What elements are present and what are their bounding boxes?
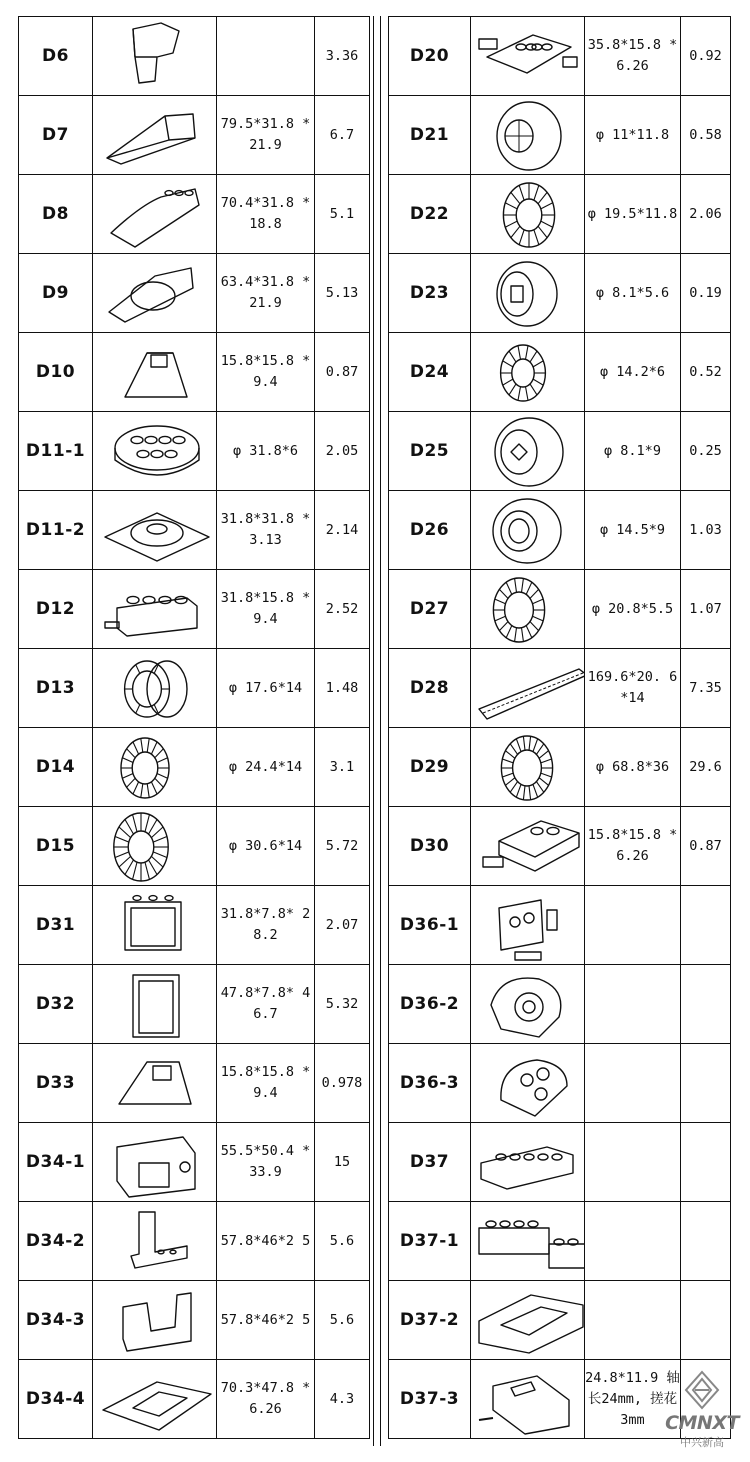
part-code: D21 [389,96,471,175]
part-code: D6 [19,17,93,96]
part-weight: 5.6 [315,1281,370,1360]
part-row [389,175,731,254]
watermark-brand: CMNXT [665,1412,739,1434]
part-code: D27 [389,570,471,649]
part-row [389,412,731,491]
part-code: D36-3 [389,1044,471,1123]
part-code: D37-3 [389,1360,471,1439]
hollow-slope-brick-icon [95,1044,215,1122]
part-row [19,1123,370,1202]
part-dimensions: φ 19.5*11.8 [585,175,681,254]
part-weight: 0.978 [315,1044,370,1123]
hollow-base-plate-icon [95,1360,215,1438]
part-illustration [471,1123,585,1202]
cockpit-canopy-icon [95,254,215,332]
part-weight: 4.3 [315,1360,370,1439]
part-weight: 5.72 [315,807,370,886]
motor-brick-icon [471,1123,585,1201]
part-code: D33 [19,1044,93,1123]
diamond-logo-icon [684,1370,720,1410]
part-dimensions: 79.5*31.8 *21.9 [217,96,315,175]
part-dimensions: 31.8*7.8* 28.2 [217,886,315,965]
part-weight [681,1202,731,1281]
motor-brick-housing-icon [471,1281,585,1359]
part-dimensions: 169.6*20. 6*14 [585,649,681,728]
part-code: D7 [19,96,93,175]
part-code: D37-1 [389,1202,471,1281]
part-row [389,333,731,412]
part-dimensions: 31.8*31.8 *3.13 [217,491,315,570]
part-row [389,649,731,728]
part-code: D34-1 [19,1123,93,1202]
part-dimensions: 15.8*15.8 *9.4 [217,333,315,412]
part-illustration [93,1123,217,1202]
part-dimensions: 31.8*15.8 *9.4 [217,570,315,649]
part-weight: 5.32 [315,965,370,1044]
part-weight: 1.03 [681,491,731,570]
part-illustration [471,17,585,96]
part-row [389,1202,731,1281]
part-illustration [471,1044,585,1123]
part-illustration [471,412,585,491]
part-code: D34-3 [19,1281,93,1360]
part-code: D37 [389,1123,471,1202]
part-illustration [93,175,217,254]
part-dimensions: 55.5*50.4 *33.9 [217,1123,315,1202]
part-row [389,491,731,570]
part-code: D36-1 [389,886,471,965]
part-code: D12 [19,570,93,649]
part-illustration [471,807,585,886]
part-weight: 0.25 [681,412,731,491]
part-code: D22 [389,175,471,254]
part-weight: 0.87 [315,333,370,412]
part-dimensions [585,1044,681,1123]
part-weight: 5.1 [315,175,370,254]
part-code: D13 [19,649,93,728]
part-code: D11-2 [19,491,93,570]
part-illustration [93,1281,217,1360]
part-weight: 3.1 [315,728,370,807]
part-code: D15 [19,807,93,886]
knobby-tire-icon [471,175,585,253]
part-illustration [93,333,217,412]
track-belt-icon [471,649,585,727]
part-dimensions: 24.8*11.9 轴长24mm, 搓花3mm [585,1360,681,1439]
part-dimensions: 63.4*31.8 *21.9 [217,254,315,333]
part-illustration [471,333,585,412]
part-weight [681,1123,731,1202]
part-dimensions: φ 11*11.8 [585,96,681,175]
part-row [19,1202,370,1281]
motor-mount-bracket-icon [471,886,585,964]
part-weight: 2.52 [315,570,370,649]
part-row [19,1044,370,1123]
motor-with-shaft-icon [471,1360,585,1438]
part-code: D24 [389,333,471,412]
part-weight: 5.13 [315,254,370,333]
part-weight: 0.92 [681,17,731,96]
part-dimensions: 35.8*15.8 *6.26 [585,17,681,96]
part-code: D8 [19,175,93,254]
part-illustration [471,1202,585,1281]
part-row [19,886,370,965]
part-dimensions: φ 14.2*6 [585,333,681,412]
right-parts-table [388,16,731,1439]
part-code: D34-2 [19,1202,93,1281]
part-code: D11-1 [19,412,93,491]
part-row [19,1281,370,1360]
part-code: D23 [389,254,471,333]
part-row [389,254,731,333]
large-treaded-tire-icon [95,807,215,885]
part-illustration [93,570,217,649]
part-row [19,728,370,807]
bracket-frame-alt-icon [95,1281,215,1359]
part-dimensions: φ 17.6*14 [217,649,315,728]
part-dimensions [217,17,315,96]
part-dimensions: 70.3*47.8 *6.26 [217,1360,315,1439]
part-dimensions: φ 20.8*5.5 [585,570,681,649]
part-row [19,96,370,175]
motor-brick-top-icon [471,1202,585,1280]
part-illustration [471,728,585,807]
treaded-tire-icon [95,728,215,806]
part-row [389,96,731,175]
part-weight [681,1281,731,1360]
part-row [19,175,370,254]
offroad-wheel-icon [471,570,585,648]
table-divider [380,16,381,1446]
gear-housing-icon [471,965,585,1043]
part-illustration [471,491,585,570]
part-weight [681,886,731,965]
part-dimensions: φ 14.5*9 [585,491,681,570]
part-dimensions: φ 24.4*14 [217,728,315,807]
small-knobby-tire-icon [471,333,585,411]
part-weight [681,965,731,1044]
part-weight: 2.05 [315,412,370,491]
part-dimensions: 57.8*46*2 5 [217,1281,315,1360]
part-dimensions: φ 30.6*14 [217,807,315,886]
part-illustration [93,254,217,333]
part-row [19,649,370,728]
part-weight: 0.58 [681,96,731,175]
bracket-frame-icon [95,1202,215,1280]
part-code: D36-2 [389,965,471,1044]
part-illustration [93,965,217,1044]
part-illustration [471,965,585,1044]
part-row [19,1360,370,1439]
part-illustration [471,649,585,728]
part-row [389,17,731,96]
long-wedge-brick-icon [95,96,215,174]
smooth-tire-icon [471,491,585,569]
part-dimensions: φ 8.1*5.6 [585,254,681,333]
part-illustration [93,728,217,807]
part-illustration [93,96,217,175]
small-window-panel-icon [95,886,215,964]
part-dimensions: 57.8*46*2 5 [217,1202,315,1281]
part-weight: 29.6 [681,728,731,807]
part-illustration [471,254,585,333]
part-dimensions [585,1281,681,1360]
part-illustration [93,1044,217,1123]
hub-rim-icon [471,412,585,490]
part-illustration [93,17,217,96]
part-row [389,886,731,965]
part-illustration [93,412,217,491]
part-illustration [471,1281,585,1360]
tall-window-panel-icon [95,965,215,1043]
part-dimensions [585,965,681,1044]
part-dimensions: φ 8.1*9 [585,412,681,491]
part-row [389,1281,731,1360]
part-row [19,491,370,570]
part-weight: 5.6 [315,1202,370,1281]
part-row [19,570,370,649]
part-weight: 0.52 [681,333,731,412]
spoked-wheel-icon [471,96,585,174]
table-divider [373,16,374,1446]
part-dimensions: 70.4*31.8 *18.8 [217,175,315,254]
part-code: D37-2 [389,1281,471,1360]
wedge-slope-brick-icon [95,17,215,95]
part-illustration [471,886,585,965]
part-illustration [93,649,217,728]
part-dimensions: 15.8*15.8 *6.26 [585,807,681,886]
part-weight: 2.14 [315,491,370,570]
part-weight: 0.19 [681,254,731,333]
part-illustration [93,1360,217,1439]
part-row [389,965,731,1044]
part-dimensions [585,886,681,965]
part-row [389,728,731,807]
part-code: D29 [389,728,471,807]
big-tread-tire-icon [471,728,585,806]
part-weight: 1.07 [681,570,731,649]
part-row [19,333,370,412]
part-dimensions [585,1123,681,1202]
inverted-slope-brick-icon [95,333,215,411]
part-weight: 0.87 [681,807,731,886]
left-parts-table [18,16,370,1439]
round-plate-icon [95,412,215,490]
part-weight: 7.35 [681,649,731,728]
part-illustration [471,570,585,649]
part-code: D10 [19,333,93,412]
part-illustration [471,175,585,254]
part-code: D14 [19,728,93,807]
part-row [19,965,370,1044]
watermark-logo [662,1370,742,1452]
part-weight: 2.06 [681,175,731,254]
part-weight [681,1044,731,1123]
watermark-subtitle: 中兴新高 [680,1436,724,1449]
battery-box-housing-icon [95,1123,215,1201]
part-code: D9 [19,254,93,333]
part-illustration [93,491,217,570]
part-weight: 1.48 [315,649,370,728]
part-row [19,17,370,96]
hub-wheel-icon [471,254,585,332]
part-code: D32 [19,965,93,1044]
motor-cover-plate-icon [471,1044,585,1122]
curved-slope-plate-icon [95,175,215,253]
part-code: D30 [389,807,471,886]
part-row [19,807,370,886]
part-row [389,807,731,886]
turntable-plate-icon [95,491,215,569]
part-row [19,254,370,333]
part-weight: 15 [315,1123,370,1202]
part-illustration [93,886,217,965]
brick-with-axle-icon [95,570,215,648]
part-weight: 6.7 [315,96,370,175]
part-illustration [471,1360,585,1439]
part-dimensions: 15.8*15.8 *9.4 [217,1044,315,1123]
part-row [389,570,731,649]
part-dimensions: φ 68.8*36 [585,728,681,807]
part-code: D28 [389,649,471,728]
part-code: D34-4 [19,1360,93,1439]
part-row [19,412,370,491]
part-weight: 3.36 [315,17,370,96]
part-row [389,1044,731,1123]
part-illustration [471,96,585,175]
wheel-rim-icon [95,649,215,727]
plate-with-pin-icon [471,807,585,885]
part-code: D26 [389,491,471,570]
part-dimensions: 47.8*7.8* 46.7 [217,965,315,1044]
part-row [389,1123,731,1202]
plate-with-axle-holder-icon [471,17,585,95]
part-code: D31 [19,886,93,965]
part-illustration [93,807,217,886]
part-dimensions [585,1202,681,1281]
part-dimensions: φ 31.8*6 [217,412,315,491]
part-code: D20 [389,17,471,96]
part-code: D25 [389,412,471,491]
part-illustration [93,1202,217,1281]
part-weight: 2.07 [315,886,370,965]
